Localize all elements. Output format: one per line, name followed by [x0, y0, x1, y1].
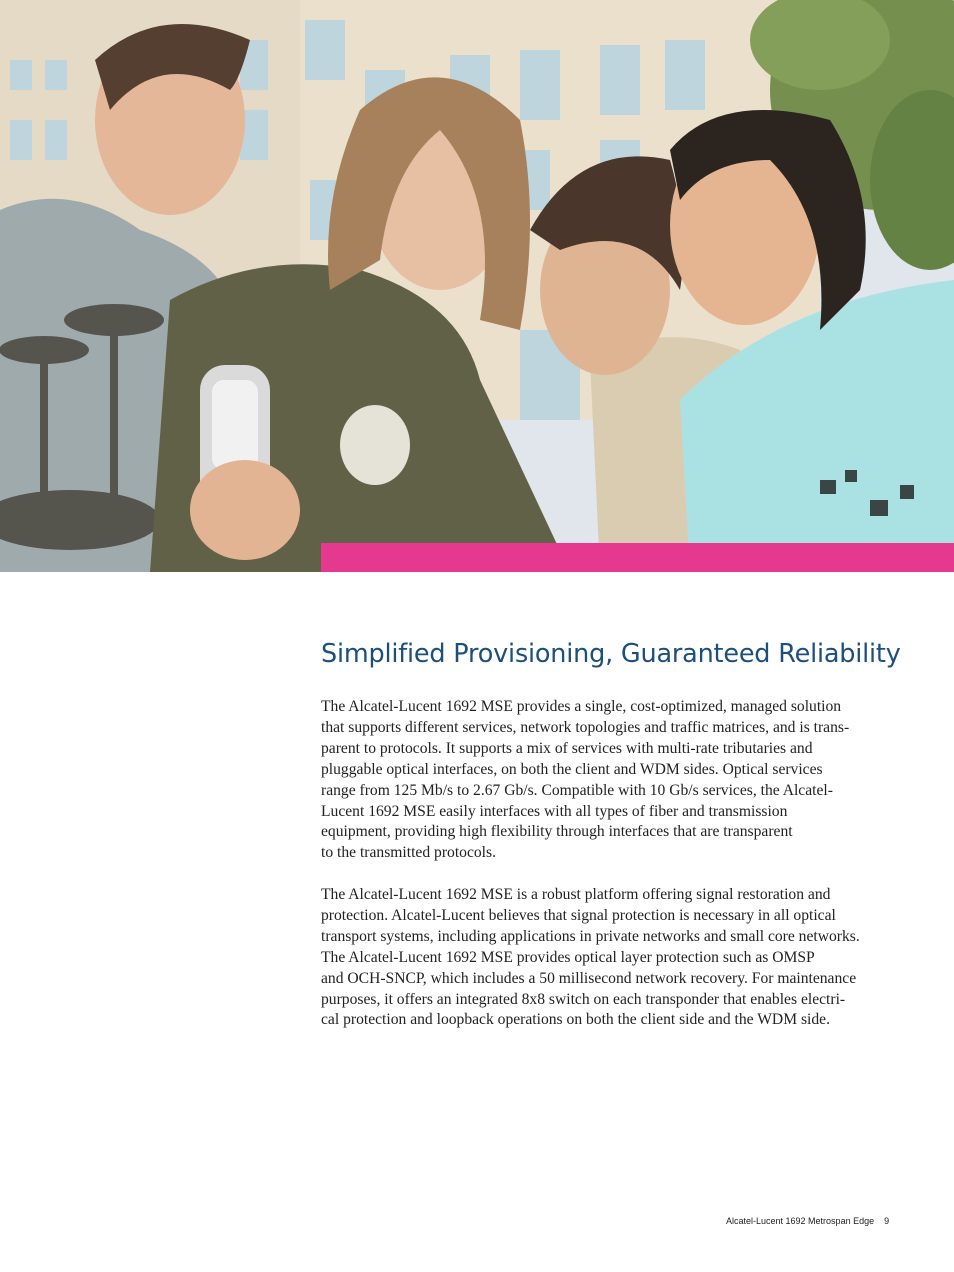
accent-bar	[321, 543, 954, 572]
section-heading: Simplified Provisioning, Guaranteed Reliability	[321, 639, 901, 669]
body-paragraph-1	[321, 697, 901, 864]
text-line: equipment, providing high flexibility through interfaces that are transparent	[321, 823, 793, 841]
text-line: cal protection and loopback operations on both the client side and the WDM side.	[321, 1011, 830, 1029]
text-line: and OCH-SNCP, which includes a 50 millisecond network recovery. For maintenance	[321, 969, 857, 987]
text-line: protection. Alcatel-Lucent believes that signal protection is necessary in all optical	[321, 906, 836, 924]
text-line: The Alcatel-Lucent 1692 MSE provides a single, cost-optimized, managed solution	[321, 698, 842, 715]
page-number: 9	[884, 1216, 890, 1226]
text-line: Lucent 1692 MSE easily interfaces with all types of fiber and transmission	[321, 802, 788, 820]
hero-photo	[0, 0, 954, 572]
body-paragraph-2	[321, 885, 901, 1031]
text-line: range from 125 Mb/s to 2.67 Gb/s. Compatible with 10 Gb/s services, the Alcatel-	[321, 781, 833, 799]
text-line: The Alcatel-Lucent 1692 MSE provides optical layer protection such as OMSP	[321, 948, 815, 966]
text-line: pluggable optical interfaces, on both the client and WDM sides. Optical services	[321, 760, 823, 778]
footer-title: Alcatel-Lucent 1692 Metrospan Edge	[726, 1216, 875, 1226]
text-line: to the transmitted protocols.	[321, 844, 496, 862]
hero-photo-illustration	[0, 0, 954, 572]
text-line: The Alcatel-Lucent 1692 MSE is a robust platform offering signal restoration and	[321, 886, 831, 903]
text-line: transport systems, including applications in private networks and small core networks.	[321, 927, 860, 945]
text-line: purposes, it offers an integrated 8x8 switch on each transponder that enables electri-	[321, 990, 846, 1008]
page-footer	[726, 1216, 889, 1226]
text-line: parent to protocols. It supports a mix of services with multi-rate tributaries and	[321, 739, 813, 757]
text-line: that supports different services, network topologies and traffic matrices, and is trans-	[321, 718, 850, 736]
